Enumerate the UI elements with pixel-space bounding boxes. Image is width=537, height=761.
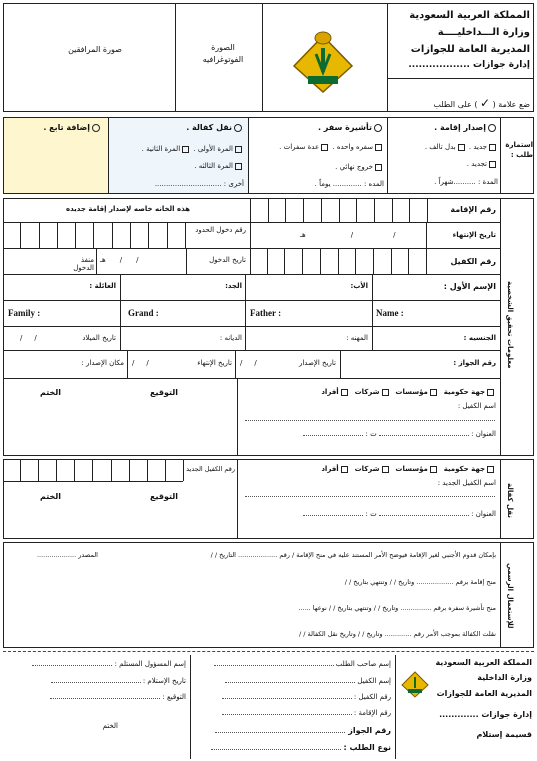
expiry-date-field[interactable]: هـ / / [300, 231, 396, 239]
sponsor-address-row[interactable]: العنوان : ت : [242, 430, 496, 438]
transfer-signature-label: التوقيع [150, 492, 178, 501]
personal-side-label: معلومات تحقيق الشخصية [506, 281, 514, 369]
new-sponsor-cells[interactable] [3, 459, 183, 481]
transfer-side-label: نقل كفالة [506, 482, 514, 518]
birth-date-field[interactable]: / / [20, 334, 37, 342]
official-line-4: نقلت الكفالة بموجب الأمر رقم ............. وتاريخ / / وتاريخ نقل الكفالة / / [299, 630, 496, 638]
religion-label: الديانه : [219, 334, 242, 342]
receipt-residency-row[interactable]: رقم الإقامة : [195, 709, 391, 717]
expiry-field[interactable]: / / [132, 359, 149, 367]
official-line-3: منح تأشيرة سفره برقم ............... وتاريخ / / وتنتهي بتاريخ / / نوعها ...... [298, 604, 496, 612]
residency-no-cells[interactable] [250, 198, 428, 222]
passports-office: إدارة جوازات .................. [408, 60, 530, 70]
issue-place-label: مكان الإصدار : [81, 359, 124, 367]
kingdom-title: المملكة العربية السعودية [409, 10, 530, 21]
first-name-label: الإسم الأول : [443, 282, 496, 291]
transfer-third[interactable]: المرة الثالثه . [112, 162, 244, 170]
receipt-kingdom: المملكة العربية السعودية [435, 658, 532, 667]
receipt-sponsor-no-row[interactable]: رقم الكفيل : [195, 693, 391, 701]
receipt-date-row[interactable]: تاريخ الإستلام : [8, 677, 186, 685]
residency-new-replace[interactable]: جديد . بدل تالف . [390, 143, 498, 151]
profession-label: المهنه : [346, 334, 368, 342]
residency-duration: المدة : ..........شهراً . [434, 178, 498, 186]
new-residency-note: هذه الخانه خاصه لإصدار إقامة جديده [65, 205, 190, 213]
birth-date-label: تاريخ الميلاد [82, 334, 116, 342]
sponsor-transfer-option[interactable]: نقل كفالة . [112, 123, 244, 132]
family-label: العائلة : [89, 282, 116, 290]
visa-duration: المده : ............. يوماً . [314, 180, 384, 188]
father-label: الأب: [350, 282, 368, 290]
ministry-title: وزارة الـــداخليــــة [437, 27, 530, 38]
residency-no-label: رقم الإقامة [450, 205, 496, 214]
travel-visa-option[interactable]: تأشيرة سفر . [252, 123, 384, 132]
entry-date-field[interactable]: هـ / / [100, 256, 139, 264]
father-en-label: Father : [250, 308, 282, 318]
receipt-ministry: وزارة الداخلية [477, 673, 532, 682]
transfer-times[interactable]: المرة الأولى . المرة الثانية . [112, 145, 244, 153]
receipt-title: قسيمة إستلام [476, 730, 532, 739]
official-line-2: منح إقامة برقم .................. وتاريخ / / وتنتهي بتاريخ / / [344, 578, 496, 586]
transfer-address-row[interactable]: العنوان : ت : [242, 510, 496, 518]
expiry-date-label: تاريخ الإنتهاء [452, 231, 496, 239]
sponsor-name-label: اسم الكفيل : [457, 402, 496, 410]
request-side-label: استمارة طلب : [505, 141, 533, 159]
sponsor-signature-label: التوقيع [150, 388, 178, 397]
mark-instruction: ضع علامة ( ✓ ) على الطلب [433, 96, 530, 110]
photo-label: الصورة الفوتوغرافيه [202, 43, 244, 64]
issue-residency-option[interactable]: إصدار إقامة . [390, 123, 498, 132]
visa-final-exit[interactable]: خروج نهائي . [252, 163, 384, 171]
receipt-seal-label: الختم [102, 722, 118, 730]
border-entry-cells[interactable] [3, 222, 186, 248]
transfer-sponsor-type[interactable]: جهة حكومية مؤسسات شركات أفراد [242, 465, 496, 473]
receipt-officer-row[interactable]: إسم المسؤول المستلم : [8, 660, 186, 668]
residency-renewal[interactable]: تجديد . [390, 160, 498, 168]
sponsor-no-label: رقم الكفيل [450, 257, 496, 266]
grand-en-label: Grand : [128, 308, 159, 318]
sponsor-seal-label: الختم [40, 388, 62, 397]
transfer-seal-label: الختم [40, 492, 62, 501]
entry-port-label: منفذ الدخول [73, 256, 94, 272]
issue-date-field[interactable]: / / [240, 359, 257, 367]
receipt-applicant-row[interactable]: إسم صاحب الطلب [195, 660, 391, 668]
new-sponsor-no-label: رقم الكفيل الجديد [186, 465, 235, 473]
nationality-label: الجنسيه : [463, 334, 496, 342]
official-source: المصدر ................... [36, 551, 98, 559]
receipt-passport-row[interactable]: رقم الجواز [195, 726, 391, 735]
family-en-label: Family : [8, 308, 41, 318]
expiry-label: تاريخ الإنتهاء [197, 359, 232, 367]
sponsor-type-checkboxes[interactable]: جهة حكومية مؤسسات شركات أفراد [242, 388, 496, 396]
entry-date-label: تاريخ الدخول [209, 256, 246, 264]
new-sponsor-name-label: اسم الكفيل الجديد : [437, 479, 496, 487]
receipt-request-type-row[interactable]: نوع الطلب : [195, 743, 391, 752]
transfer-other: أخرى : .............................. [154, 180, 244, 188]
border-entry-label: رقم دخول الحدود [195, 226, 246, 234]
issue-date-label: تاريخ الإصدار [298, 359, 336, 367]
receipt-directorate: المديرية العامة للجوازات [436, 689, 532, 698]
add-dependent-option[interactable]: إضافة تابع . [10, 123, 102, 132]
directorate-title: المديرية العامة للجوازات [410, 44, 530, 55]
receipt-signature-row[interactable]: التوقيع : [8, 693, 186, 701]
receipt-emblem [400, 668, 430, 698]
name-en-label: Name : [376, 308, 404, 318]
official-side-label: للإستعمال الرسمي [506, 563, 514, 629]
receipt-office: إدارة جوازات ............. [439, 710, 532, 719]
passport-no-label: رقم الجواز : [453, 359, 496, 367]
companions-photo-label: صورة المرافقين [68, 45, 122, 54]
passports-emblem [290, 28, 356, 94]
official-line-1: بإمكان قدوم الأجنبي لغير الإقامة فيوضح الأمر المستند عليه في منح الإقامة / رقم ................... التاريخ / / [210, 551, 496, 559]
receipt-sponsor-name-row[interactable]: إسم الكفيل [195, 677, 391, 685]
visa-trips[interactable]: سفره واحده . عدة سفرات . [252, 143, 384, 151]
grandfather-label: الجد: [225, 282, 242, 290]
sponsor-no-cells[interactable] [250, 248, 426, 274]
